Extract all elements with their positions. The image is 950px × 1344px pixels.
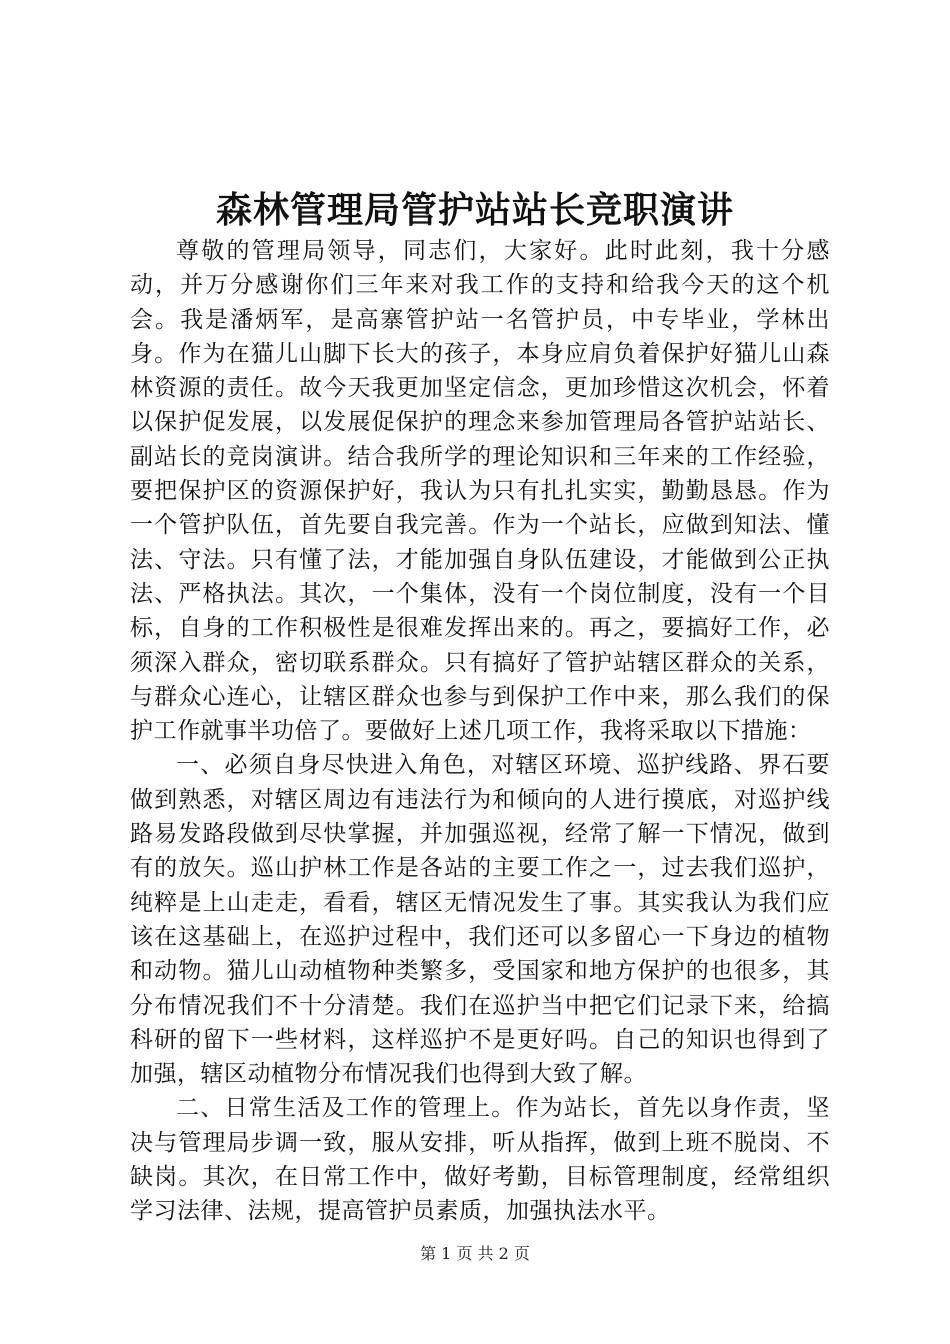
paragraph-measure-one: 一、必须自身尽快进入角色，对辖区环境、巡护线路、界石要做到熟悉，对辖区周边有违法行为和倾向的人进行摸底，对巡护线路易发路段做到尽快掌握，并加强巡视，经常了解一下情况，做到有的放矢。巡山护林工作是各站的主要工作之一，过去我们巡护，纯粹是上山走走，看看，辖区无情况发生了事。其实我认为我们应该在这基础上，在巡护过程中，我们还可以多留心一下身边的植物和动物。猫儿山动植物种类繁多，受国家和地方保护的也很多，其分布情况我们不十分清楚。我们在巡护当中把它们记录下来，给搞科研的留下一些材料，这样巡护不是更好吗。自己的知识也得到了加强，辖区动植物分布情况我们也得到大致了解。 — [130, 752, 830, 1088]
document-body — [130, 234, 830, 1229]
paragraph-intro: 尊敬的管理局领导，同志们，大家好。此时此刻，我十分感动，并万分感谢你们三年来对我工作的支持和给我今天的这个机会。我是潘炳军，是高寨管护站一名管护员，中专毕业，学林出身。作为在猫儿山脚下长大的孩子，本身应肩负着保护好猫儿山森林资源的责任。故今天我更加坚定信念，更加珍惜这次机会，怀着以保护促发展，以发展促保护的理念来参加管理局各管护站站长、副站长的竞岗演讲。结合我所学的理论知识和三年来的工作经验，要把保护区的资源保护好，我认为只有扎扎实实，勤勤恳恳。作为一个管护队伍，首先要自我完善。作为一个站长，应做到知法、懂法、守法。只有懂了法，才能加强自身队伍建设，才能做到公正执法、严格执法。其次，一个集体，没有一个岗位制度，没有一个目标，自身的工作积极性是很难发挥出来的。再之，要搞好工作，必须深入群众，密切联系群众。只有搞好了管护站辖区群众的关系，与群众心连心，让辖区群众也参与到保护工作中来，那么我们的保护工作就事半功倍了。要做好上述几项工作，我将采取以下措施： — [130, 238, 830, 745]
document-title: 森林管理局管护站站长竞职演讲 — [215, 189, 734, 231]
paragraph-measure-two: 二、日常生活及工作的管理上。作为站长，首先以身作责，坚决与管理局步调一致，服从安排，听从指挥，做到上班不脱岗、不缺岗。其次，在日常工作中，做好考勤，目标管理制度，经常组织学习法律、法规，提高管护员素质，加强执法水平。 — [130, 1095, 830, 1225]
page-number-footer: 第 1 页 共 2 页 — [420, 1244, 530, 1263]
